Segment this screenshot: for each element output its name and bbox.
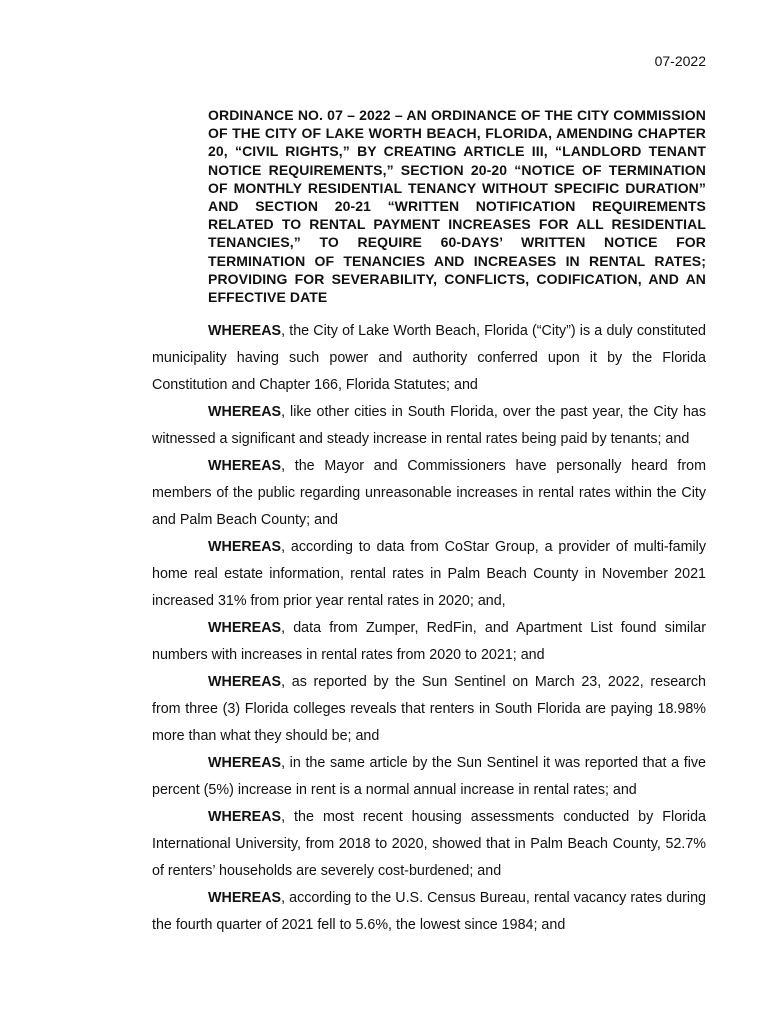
whereas-paragraph-5 (152, 615, 706, 669)
whereas-paragraph-6 (152, 669, 706, 750)
whereas-paragraph-3 (152, 453, 706, 534)
whereas-paragraph-4 (152, 534, 706, 615)
paragraph-text: , the most recent housing assessments conducted by Florida International University, from 2018 to 2020, showed that in Palm Beach County, 52.7% of renters’ households are severely cost-burdened; and (152, 809, 706, 879)
paragraph-text: , the Mayor and Commissioners have personally heard from members of the public regarding unreasonable increases in rental rates within the City and Palm Beach County; and (152, 458, 706, 528)
whereas-keyword: WHEREAS (208, 809, 282, 825)
whereas-keyword: WHEREAS (208, 539, 282, 555)
whereas-keyword: WHEREAS (208, 755, 282, 771)
whereas-keyword: WHEREAS (208, 620, 282, 636)
whereas-paragraph-8 (152, 804, 706, 885)
whereas-paragraph-2 (152, 399, 706, 453)
document-number: 07-2022 (654, 53, 706, 69)
whereas-keyword: WHEREAS (208, 890, 282, 906)
whereas-paragraph-1 (152, 318, 706, 399)
whereas-keyword: WHEREAS (208, 674, 282, 690)
whereas-keyword: WHEREAS (208, 404, 282, 420)
paragraph-text: , data from Zumper, RedFin, and Apartment List found similar numbers with increases in rental rates from 2020 to 2021; and (152, 620, 706, 663)
paragraph-text: , like other cities in South Florida, over the past year, the City has witnessed a significant and steady increase in rental rates being paid by tenants; and (152, 404, 706, 447)
whereas-paragraph-9 (152, 885, 706, 939)
ordinance-title: ORDINANCE NO. 07 – 2022 – AN ORDINANCE OF THE CITY COMMISSION OF THE CITY OF LAKE WORTH BEACH, FLORIDA, AMENDING CHAPTER 20, “CIVIL RIGHTS,” BY CREATING ARTICLE III, “LANDLORD TENANT NOTICE REQUIREMENTS,” SECTION 20-20 “NOTICE OF TERMINATION OF MONTHLY RESIDENTIAL TENANCY WITHOUT SPECIFIC DURATION” AND SECTION 20-21 “WRITTEN NOTIFICATION REQUIREMENTS RELATED TO RENTAL PAYMENT INCREASES FOR ALL RESIDENTIAL TENANCIES,” TO REQUIRE 60-DAYS’ WRITTEN NOTICE FOR TERMINATION OF TENANCIES AND INCREASES IN RENTAL RATES; PROVIDING FOR SEVERABILITY, CONFLICTS, CODIFICATION, AND AN EFFECTIVE DATE (208, 107, 706, 306)
whereas-keyword: WHEREAS (208, 458, 282, 474)
whereas-keyword: WHEREAS (208, 323, 282, 339)
paragraph-text: , the City of Lake Worth Beach, Florida (“City”) is a duly constituted municipality having such power and authority conferred upon it by the Florida Constitution and Chapter 166, Florida Statutes; and (152, 323, 706, 393)
paragraph-text: , in the same article by the Sun Sentinel it was reported that a five percent (5%) increase in rent is a normal annual increase in rental rates; and (152, 755, 706, 798)
paragraph-text: , as reported by the Sun Sentinel on March 23, 2022, research from three (3) Florida colleges reveals that renters in South Florida are paying 18.98% more than what they should be; and (152, 674, 706, 744)
paragraph-text: , according to the U.S. Census Bureau, rental vacancy rates during the fourth quarter of 2021 fell to 5.6%, the lowest since 1984; and (152, 890, 706, 933)
paragraph-text: , according to data from CoStar Group, a provider of multi-family home real estate information, rental rates in Palm Beach County in November 2021 increased 31% from prior year rental rates in 2020; and, (152, 539, 706, 609)
document-body (152, 318, 706, 939)
whereas-paragraph-7 (152, 750, 706, 804)
